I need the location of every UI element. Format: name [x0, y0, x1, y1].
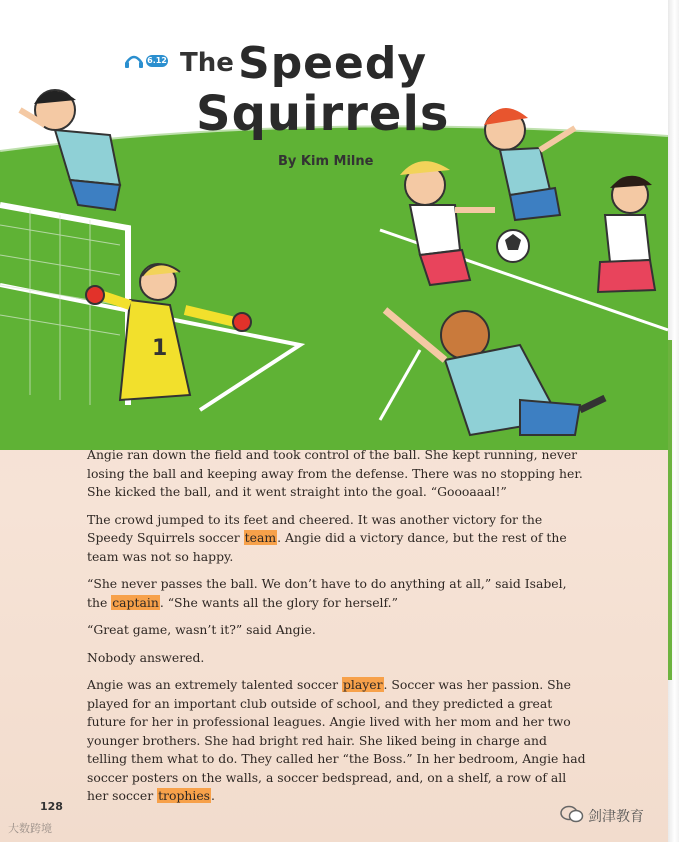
paragraph-6-text-b: . Soccer was her passion. She played for an important club outside of school, and they predicted a great future for her in professional leagues. Angie lived with her mom and her two younger brothers. She had bright red hair. She liked being in charge and telling them what to do. They called her “the Boss.” In her bedroom, Angie had soccer posters on the walls, a soccer bedspread, and, on a shelf, a row of all her soccer	[87, 677, 586, 803]
goalie-jersey-number: 1	[152, 336, 168, 361]
paragraph-1: Angie ran down the field and took control of the ball. She kept running, never losing the ball and keeping away from the defense. There was no stopping her. She kicked the ball, and it went straight into the goal. “Goooaaal!”	[87, 447, 583, 499]
headphones-icon[interactable]	[124, 54, 144, 68]
paragraph-5: Nobody answered.	[87, 649, 205, 665]
wechat-icon	[560, 804, 584, 824]
title-the: The	[180, 48, 234, 78]
paragraph-6-text-a: Angie was an extremely talented soccer	[87, 677, 342, 692]
vocab-highlight-trophies[interactable]: trophies	[158, 788, 211, 803]
watermark-left: 大数跨境	[8, 822, 52, 835]
paragraph-4: “Great game, wasn’t it?” said Angie.	[87, 622, 316, 637]
vocab-highlight-team[interactable]: team	[244, 530, 277, 545]
paragraph-2	[87, 511, 587, 567]
story-text	[87, 446, 587, 815]
soccer-ball	[497, 230, 529, 262]
audio-track-badge[interactable]: 6.12	[147, 56, 167, 65]
title-line-1: Speedy	[238, 38, 428, 89]
paragraph-3	[87, 575, 587, 612]
title-line-2: Squirrels	[196, 86, 450, 142]
watermark-right-text: 剑津教育	[588, 809, 644, 825]
paragraph-2-text-a: The crowd jumped to its feet and cheered. It was another victory for the Speedy Squirrels soccer	[87, 511, 543, 545]
story-title-block	[120, 38, 480, 178]
paragraph-6-text-c: .	[211, 788, 215, 803]
page-spine	[668, 0, 679, 842]
page-number: 128	[40, 800, 63, 813]
spine-green-strip	[668, 340, 672, 680]
vocab-highlight-captain[interactable]: captain	[112, 594, 159, 610]
byline: By Kim Milne	[278, 154, 374, 169]
paragraph-3-text-a: “She never passes the ball. We don’t have to do anything at all,” said Isabel, the	[87, 576, 567, 610]
vocab-highlight-player[interactable]: player	[342, 677, 383, 692]
paragraph-3-text-b: . “She wants all the glory for herself.”	[159, 594, 398, 610]
watermark-right	[560, 804, 668, 826]
paragraph-6	[87, 676, 587, 806]
paragraph-2-text-b: . Angie did a victory dance, but the rest of the team was not so happy.	[87, 530, 567, 564]
